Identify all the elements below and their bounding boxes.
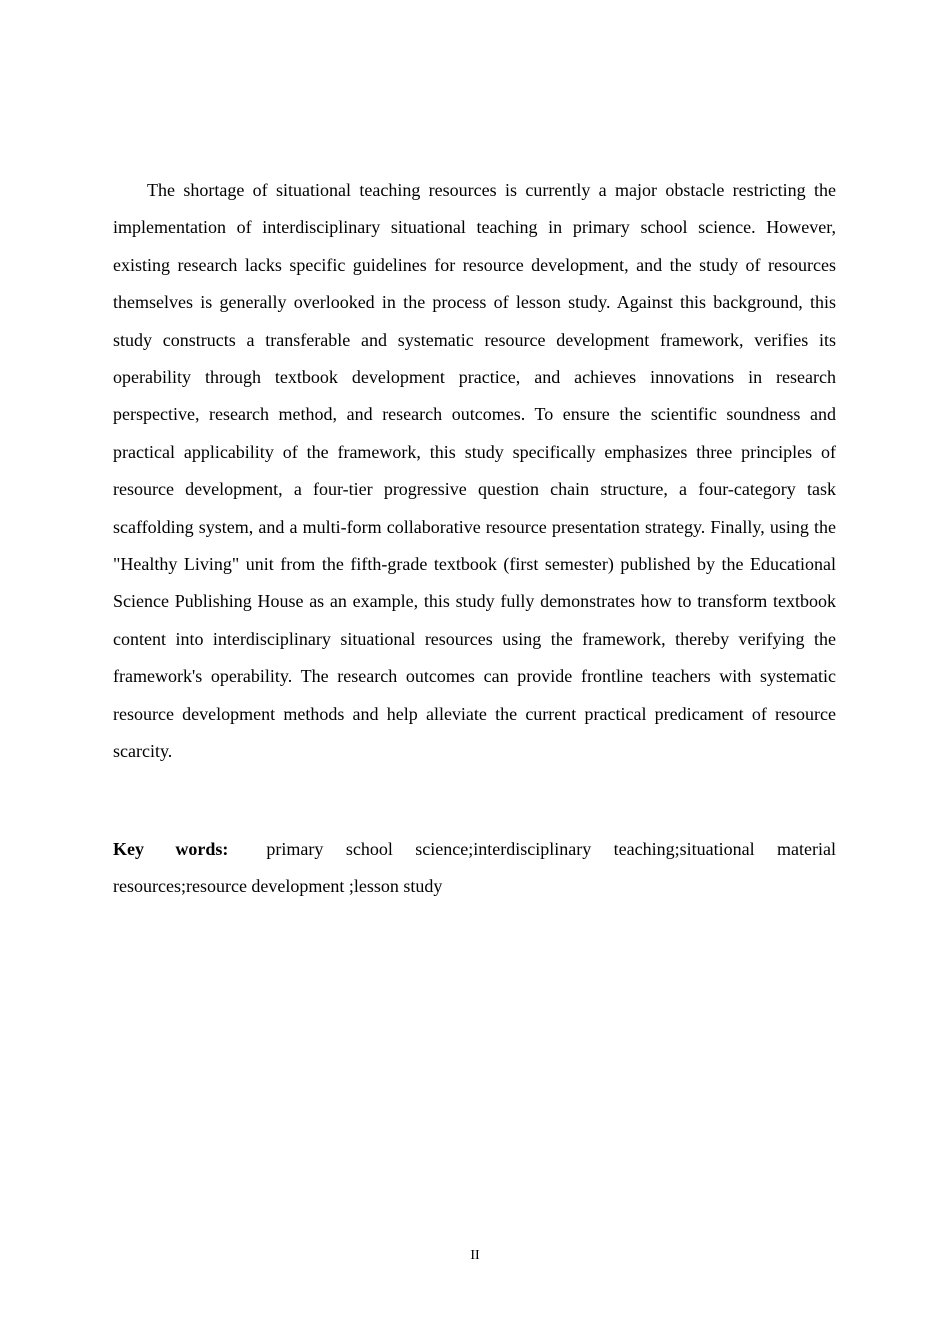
keywords-label: Key words:: [113, 839, 229, 859]
page-number: II: [470, 1248, 480, 1263]
keywords-line: [113, 831, 836, 906]
abstract-paragraph: The shortage of situational teaching resources is currently a major obstacle restricting the implementation of interdisciplinary situational teaching in primary school science. However, existing research lacks specific guidelines for resource development, and the study of resources themselves is generally overlooked in the process of lesson study. Against this background, this study constructs a transferable and systematic resource development framework, verifies its operability through textbook development practice, and achieves innovations in research perspective, research method, and research outcomes. To ensure the scientific soundness and practical applicability of the framework, this study specifically emphasizes three principles of resource development, a four-tier progressive question chain structure, a four-category task scaffolding system, and a multi-form collaborative resource presentation strategy. Finally, using the "Healthy Living" unit from the fifth-grade textbook (first semester) published by the Educational Science Publishing House as an example, this study fully demonstrates how to transform textbook content into interdisciplinary situational resources using the framework, thereby verifying the framework's operability. The research outcomes can provide frontline teachers with systematic resource development methods and help alleviate the current practical predicament of resource scarcity.: [113, 180, 836, 762]
keywords-text: primary school science;interdisciplinary teaching;situational material resources;resource development ;lesson study: [113, 839, 836, 897]
